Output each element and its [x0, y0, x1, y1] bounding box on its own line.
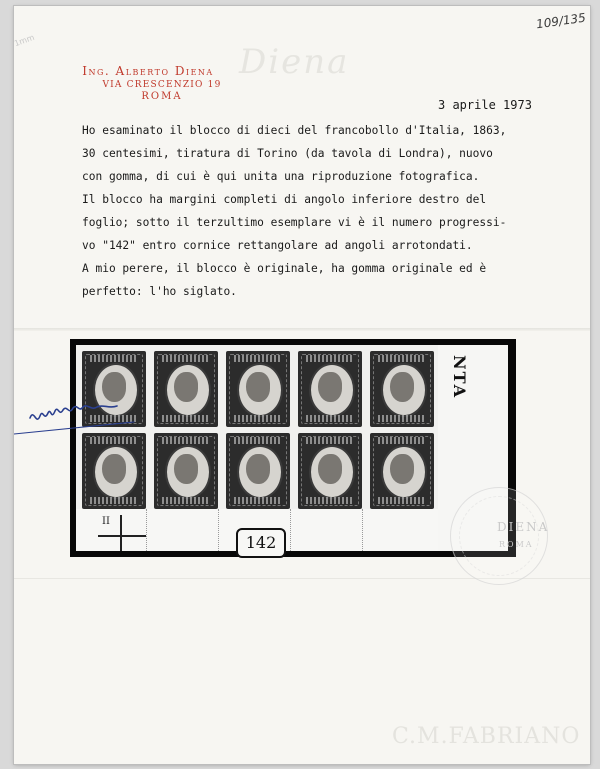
- stamp-portrait-head: [246, 454, 270, 484]
- stamp-sheet: [76, 345, 492, 551]
- stamp-portrait-head: [318, 454, 342, 484]
- stamp-portrait-head: [102, 454, 126, 484]
- certificate-sheet: [14, 6, 590, 764]
- guide-cross-vertical: [120, 515, 122, 551]
- stamp-portrait-head: [246, 372, 270, 402]
- stamp-portrait-head: [390, 372, 414, 402]
- stamp-top-inscription: [90, 437, 138, 444]
- stamp-top-inscription: [306, 355, 354, 362]
- stamp-portrait-head: [318, 372, 342, 402]
- body-line: A mio perere, il blocco è originale, ha gomma originale ed è: [82, 262, 487, 275]
- body-line: perfetto: l'ho siglato.: [82, 285, 237, 298]
- letterhead-address: VIA CRESCENZIO 19: [102, 80, 222, 90]
- stamp-top-inscription: [162, 437, 210, 444]
- certificate-date: 3 aprile 1973: [438, 98, 532, 112]
- corner-pencil-mark: 1mm: [13, 32, 36, 49]
- stamp-top-inscription: [162, 355, 210, 362]
- roman-mark: II: [102, 516, 110, 527]
- stamp-bottom-inscription: [306, 415, 354, 422]
- expert-seal: [450, 487, 548, 585]
- letterhead: [68, 64, 228, 102]
- margin-inscription: NTA: [450, 355, 469, 400]
- pencil-reference: 109/135: [535, 10, 587, 32]
- watermark-top: Diena: [239, 42, 350, 82]
- body-line: con gomma, di cui è qui unita una riproduzione fotografica.: [82, 170, 480, 183]
- stamp-bottom-inscription: [162, 497, 210, 504]
- seal-text-bottom: ROMA: [499, 540, 534, 549]
- seal-ring: [459, 496, 539, 576]
- stamp-bottom-inscription: [90, 497, 138, 504]
- perforation-line: [146, 509, 147, 551]
- stamp: [370, 351, 434, 427]
- body-line: Ho esaminato il blocco di dieci del francobollo d'Italia, 1863,: [82, 124, 507, 137]
- sheet-number-box: 142: [236, 528, 286, 558]
- stamp-portrait-head: [174, 372, 198, 402]
- stamp: [226, 433, 290, 509]
- stamp-portrait-head: [390, 454, 414, 484]
- stamp: [298, 351, 362, 427]
- stamp-bottom-inscription: [378, 415, 426, 422]
- perforation-line: [290, 509, 291, 551]
- body-line: 30 centesimi, tiratura di Torino (da tavola di Londra), nuovo: [82, 147, 493, 160]
- certificate-body: [82, 119, 582, 303]
- stamp: [226, 351, 290, 427]
- stamp: [154, 433, 218, 509]
- body-line: vo "142" entro cornice rettangolare ad angoli arrotondati.: [82, 239, 473, 252]
- body-line: Il blocco ha margini completi di angolo inferiore destro del: [82, 193, 487, 206]
- stamp: [82, 433, 146, 509]
- stamp-top-inscription: [378, 437, 426, 444]
- perforation-line: [362, 509, 363, 551]
- stamp-top-inscription: [306, 437, 354, 444]
- body-line: foglio; sotto il terzultimo esemplare vi è il numero progressi-: [82, 216, 507, 229]
- letterhead-city: ROMA: [141, 91, 183, 102]
- seal-text-top: DIENA: [497, 520, 550, 534]
- stamp-bottom-inscription: [234, 497, 282, 504]
- letterhead-name: Ing. Alberto Diena: [82, 64, 214, 78]
- stamp-bottom-inscription: [234, 415, 282, 422]
- paper-fold: [14, 328, 590, 331]
- stamp-portrait-head: [174, 454, 198, 484]
- stamp-block-photo: [70, 339, 550, 557]
- watermark-bottom: C.M.FABRIANO: [392, 724, 581, 749]
- stamp: [370, 433, 434, 509]
- guide-cross-horizontal: [98, 535, 146, 537]
- handwritten-signature: [14, 396, 174, 436]
- perforation-line: [218, 509, 219, 551]
- stamp: [298, 433, 362, 509]
- stamp-top-inscription: [378, 355, 426, 362]
- stamp-top-inscription: [90, 355, 138, 362]
- stamp-top-inscription: [234, 355, 282, 362]
- stamp-bottom-inscription: [378, 497, 426, 504]
- stamp-top-inscription: [234, 437, 282, 444]
- stamp-bottom-inscription: [306, 497, 354, 504]
